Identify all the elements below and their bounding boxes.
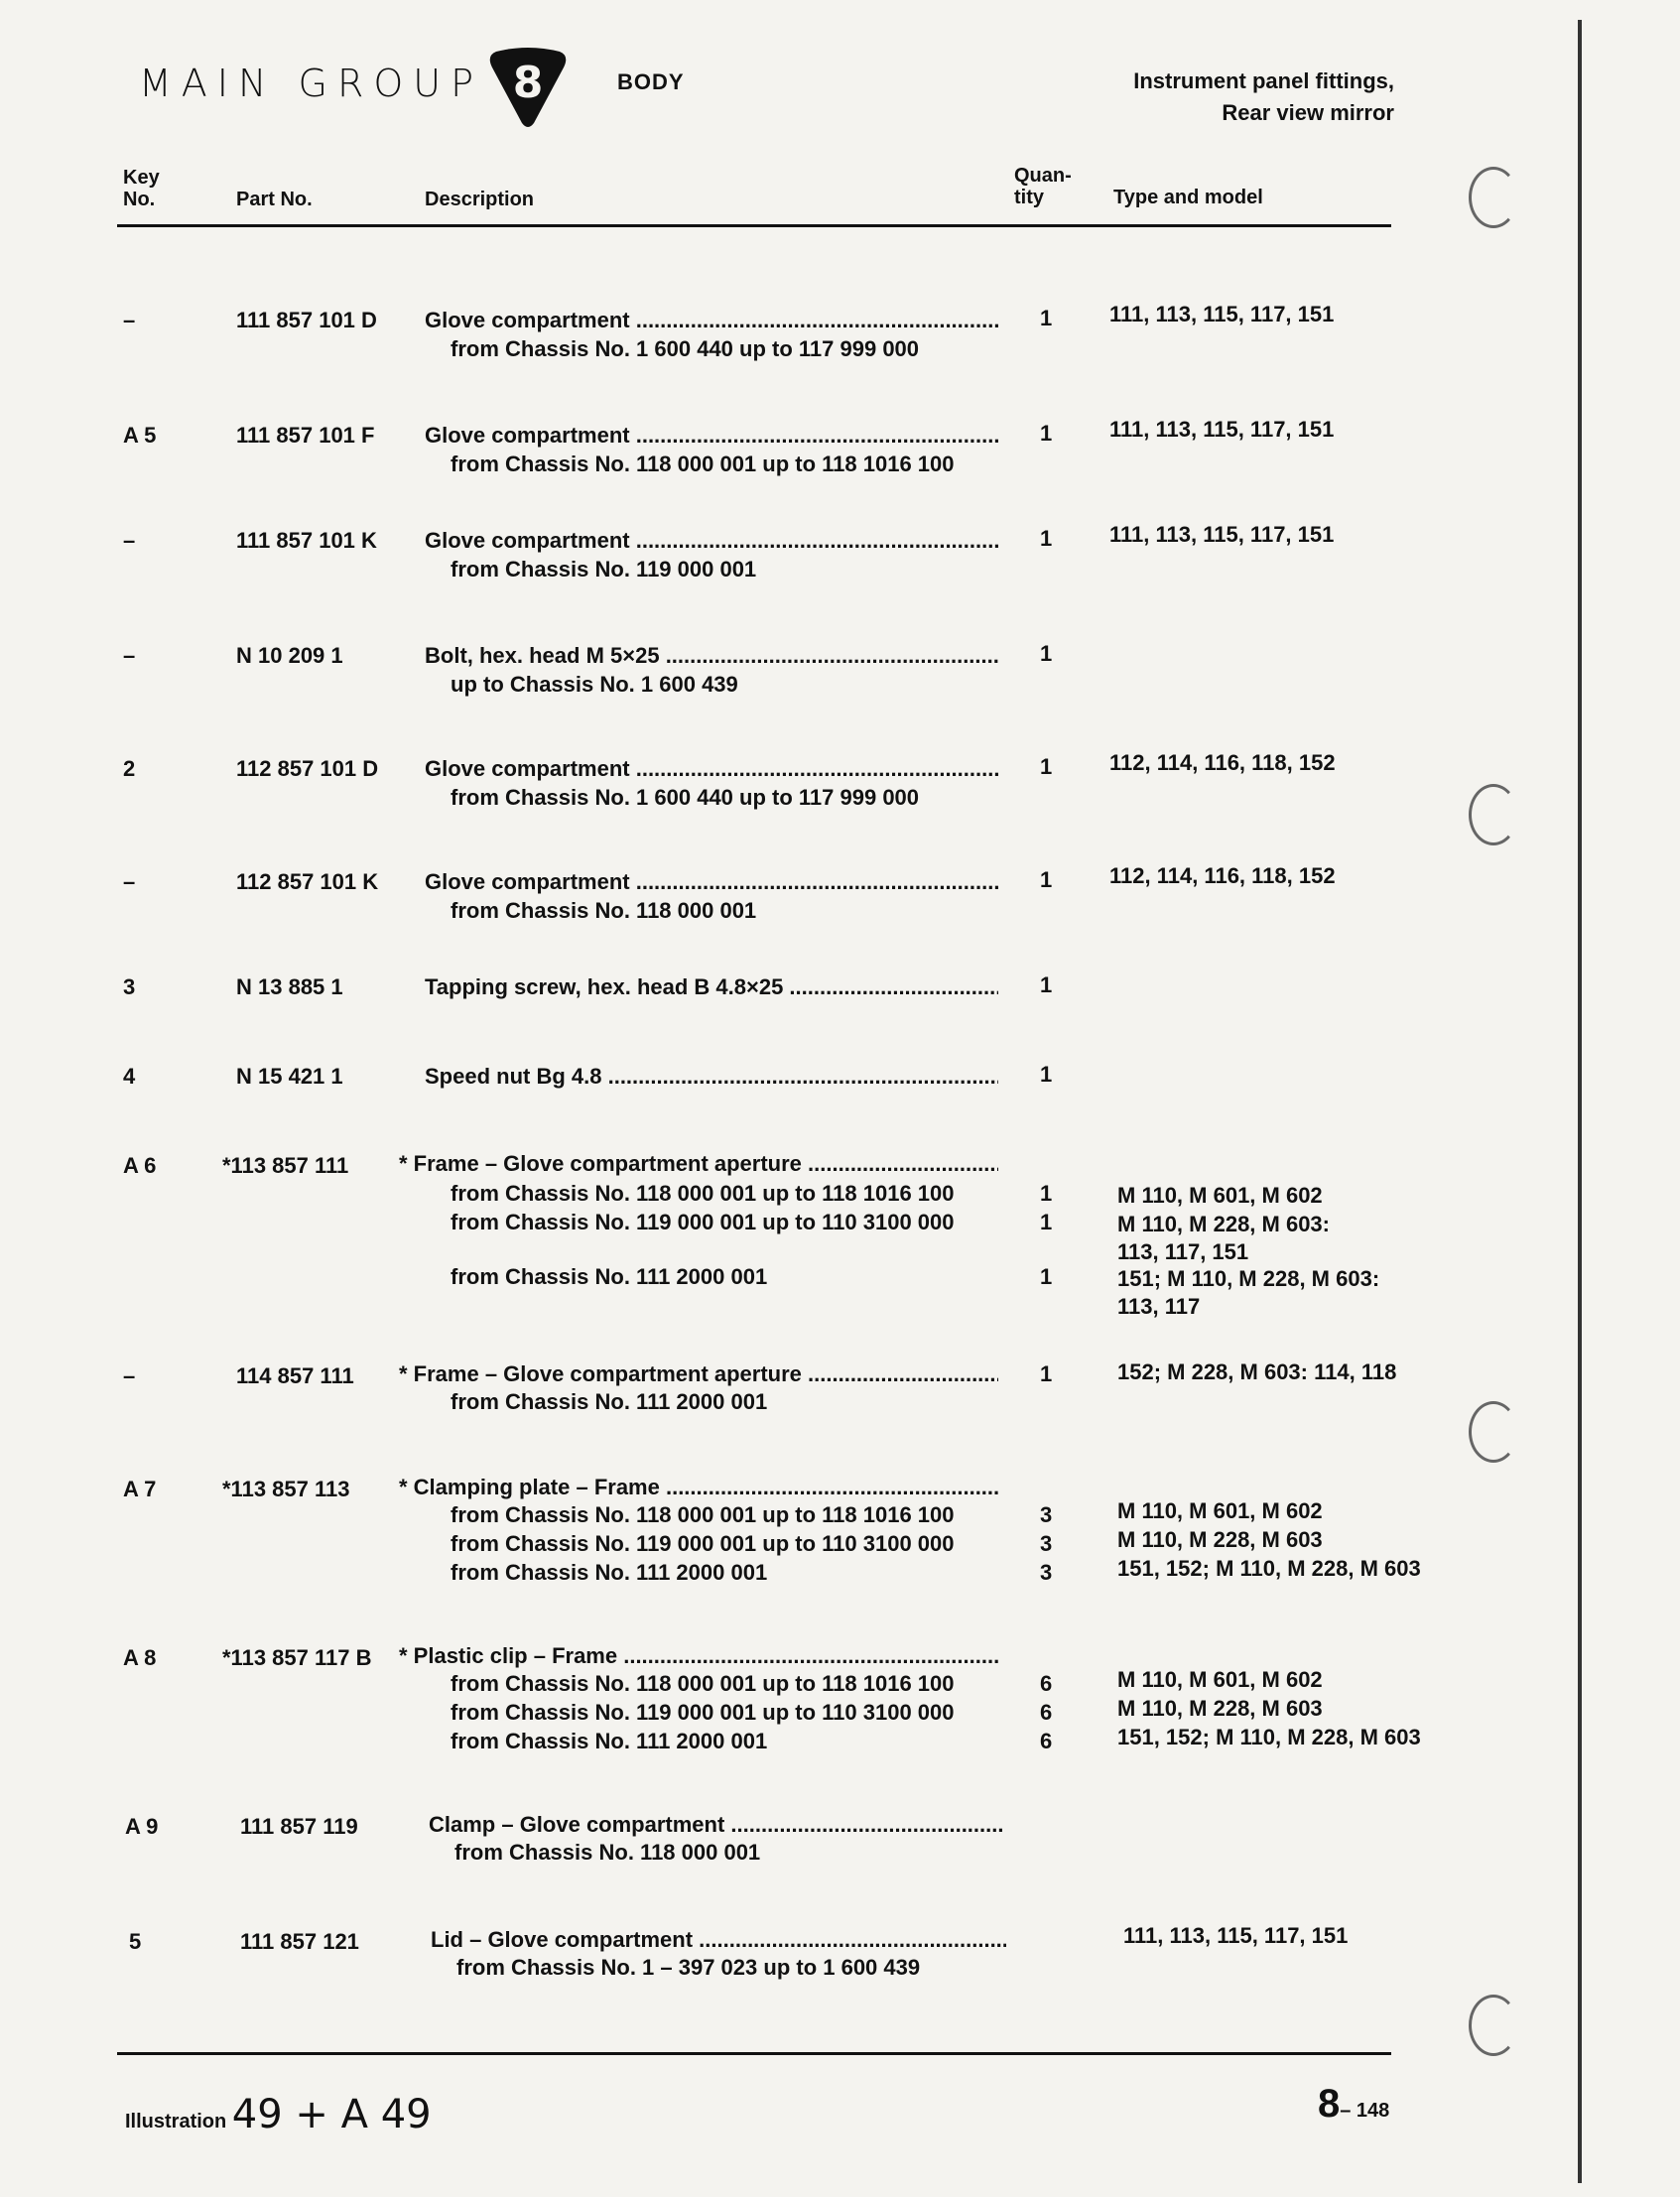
description-sub: from Chassis No. 118 000 001 up to 118 1016 100 [451,1671,955,1696]
description: Glove compartment ..... [425,867,998,896]
subtitle-line-2: Rear view mirror [1222,100,1394,125]
punch-hole [1469,784,1518,845]
type-model: M 110, M 228, M 603: [1117,1212,1330,1236]
description: Glove compartment ..... [425,754,998,783]
type-model: M 110, M 228, M 603 [1117,1696,1323,1721]
key-no: – [123,1363,136,1388]
description: Lid – Glove compartment ..... [431,1925,1006,1954]
group-number-badge [488,46,568,129]
illustration-label: Illustration [125,2111,227,2132]
illustration-ref [125,2092,432,2137]
type-model: 113, 117, 151 [1117,1239,1249,1264]
type-model: 112, 114, 116, 118, 152 [1109,750,1336,775]
description: Clamp – Glove compartment ..... [429,1810,1004,1839]
quantity: 3 [1040,1531,1053,1556]
type-model: 151, 152; M 110, M 228, M 603 [1117,1725,1421,1749]
description-sub: from Chassis No. 118 000 001 up to 118 1016 100 [451,1181,955,1206]
page-number-sub: – 148 [1340,2100,1390,2122]
description-sub: from Chassis No. 111 2000 001 [451,1264,768,1289]
group-name: BODY [617,69,685,94]
part-no: N 15 421 1 [236,1064,343,1089]
subtitle-line-1: Instrument panel fittings, [1133,68,1394,93]
description: Speed nut Bg 4.8 ..... [425,1062,998,1091]
type-model: 113, 117 [1117,1294,1201,1319]
type-model: 152; M 228, M 603: 114, 118 [1117,1359,1397,1384]
part-no: 111 857 101 F [236,423,375,448]
col-key-no: Key No. [123,167,160,210]
type-model: M 110, M 601, M 602 [1117,1498,1323,1523]
quantity: 1 [1040,1361,1053,1386]
illustration-number: 49 + A 49 [231,2092,432,2137]
type-model: 111, 113, 115, 117, 151 [1109,302,1335,326]
description-sub: from Chassis No. 111 2000 001 [451,1729,768,1753]
description-sub: from Chassis No. 1 – 397 023 up to 1 600 439 [456,1955,921,1980]
quantity: 3 [1040,1560,1053,1585]
footer-rule [117,2052,1391,2055]
quantity: 6 [1040,1671,1053,1696]
description: Tapping screw, hex. head B 4.8×25 ..... [425,972,998,1001]
col-quantity: Quan- tity [1014,165,1072,208]
description: * Frame – Glove compartment aperture ..... [399,1359,998,1388]
punch-hole [1469,167,1518,228]
punch-hole [1469,1995,1518,2056]
quantity: 6 [1040,1729,1053,1753]
description-sub: from Chassis No. 118 000 001 up to 118 1016 100 [451,452,955,476]
part-no: 114 857 111 [236,1363,354,1388]
col-description: Description [425,189,535,210]
description-sub: from Chassis No. 118 000 001 [451,898,757,923]
main-group-title: MAIN GROUP [139,62,483,105]
type-model: 151, 152; M 110, M 228, M 603 [1117,1556,1421,1581]
col-part-no: Part No. [236,189,313,210]
part-no: N 13 885 1 [236,974,343,999]
part-no: 111 857 119 [240,1814,358,1839]
part-no: 112 857 101 K [236,869,379,894]
description-sub: from Chassis No. 119 000 001 [451,557,757,582]
quantity: 1 [1040,641,1053,666]
type-model: 111, 113, 115, 117, 151 [1109,522,1335,547]
key-no: – [123,869,136,894]
description-sub: from Chassis No. 119 000 001 up to 110 3100 000 [451,1210,955,1234]
part-no: *113 857 117 B [222,1645,372,1670]
quantity: 6 [1040,1700,1053,1725]
key-no: – [123,308,136,332]
type-model: M 110, M 228, M 603 [1117,1527,1323,1552]
type-model: 111, 113, 115, 117, 151 [1109,417,1335,442]
type-model: M 110, M 601, M 602 [1117,1183,1323,1208]
part-no: N 10 209 1 [236,643,343,668]
quantity: 3 [1040,1502,1053,1527]
key-no: 3 [123,974,136,999]
description: Glove compartment ..... [425,421,998,450]
description: Glove compartment ..... [425,306,998,334]
part-no: 111 857 121 [240,1929,359,1954]
page-number [1318,2082,1389,2127]
key-no: 2 [123,756,136,781]
page-subtitle [1133,65,1394,129]
punch-hole [1469,1401,1518,1463]
description-sub: up to Chassis No. 1 600 439 [451,672,738,697]
description-sub: from Chassis No. 1 600 440 up to 117 999 000 [451,336,920,361]
description: Glove compartment ..... [425,526,998,555]
key-no: – [123,643,136,668]
key-no: A 5 [123,423,157,448]
page-number-main: 8 [1318,2082,1341,2126]
quantity: 1 [1040,1062,1053,1087]
quantity: 1 [1040,972,1053,997]
quantity: 1 [1040,754,1053,779]
header-rule [117,224,1391,227]
quantity: 1 [1040,526,1053,551]
key-no: 4 [123,1064,136,1089]
key-no: A 6 [123,1153,157,1178]
type-model: 151; M 110, M 228, M 603: [1117,1266,1380,1291]
quantity: 1 [1040,1181,1053,1206]
col-type-model: Type and model [1113,187,1263,208]
group-number: 8 [512,58,544,108]
part-no: *113 857 113 [222,1477,350,1501]
key-no: – [123,528,136,553]
part-no: 112 857 101 D [236,756,379,781]
key-no: A 8 [123,1645,157,1670]
part-no: 111 857 101 D [236,308,377,332]
description: * Plastic clip – Frame ..... [399,1641,998,1670]
type-model: 111, 113, 115, 117, 151 [1123,1923,1349,1948]
description-sub: from Chassis No. 119 000 001 up to 110 3100 000 [451,1531,955,1556]
key-no: 5 [129,1929,142,1954]
quantity: 1 [1040,1210,1053,1234]
quantity: 1 [1040,867,1053,892]
type-model: M 110, M 601, M 602 [1117,1667,1323,1692]
key-no: A 7 [123,1477,157,1501]
quantity: 1 [1040,306,1053,330]
description: Bolt, hex. head M 5×25 ..... [425,641,998,670]
description-sub: from Chassis No. 118 000 001 up to 118 1016 100 [451,1502,955,1527]
description-sub: from Chassis No. 111 2000 001 [451,1560,768,1585]
quantity: 1 [1040,421,1053,446]
description-sub: from Chassis No. 1 600 440 up to 117 999 000 [451,785,920,810]
key-no: A 9 [125,1814,159,1839]
binder-edge [1578,20,1582,2183]
description: * Frame – Glove compartment aperture ..... [399,1149,998,1178]
description-sub: from Chassis No. 111 2000 001 [451,1389,768,1414]
description: * Clamping plate – Frame ..... [399,1473,998,1501]
part-no: 111 857 101 K [236,528,377,553]
part-no: *113 857 111 [222,1153,349,1178]
quantity: 1 [1040,1264,1053,1289]
type-model: 112, 114, 116, 118, 152 [1109,863,1336,888]
description-sub: from Chassis No. 119 000 001 up to 110 3100 000 [451,1700,955,1725]
description-sub: from Chassis No. 118 000 001 [454,1840,761,1865]
